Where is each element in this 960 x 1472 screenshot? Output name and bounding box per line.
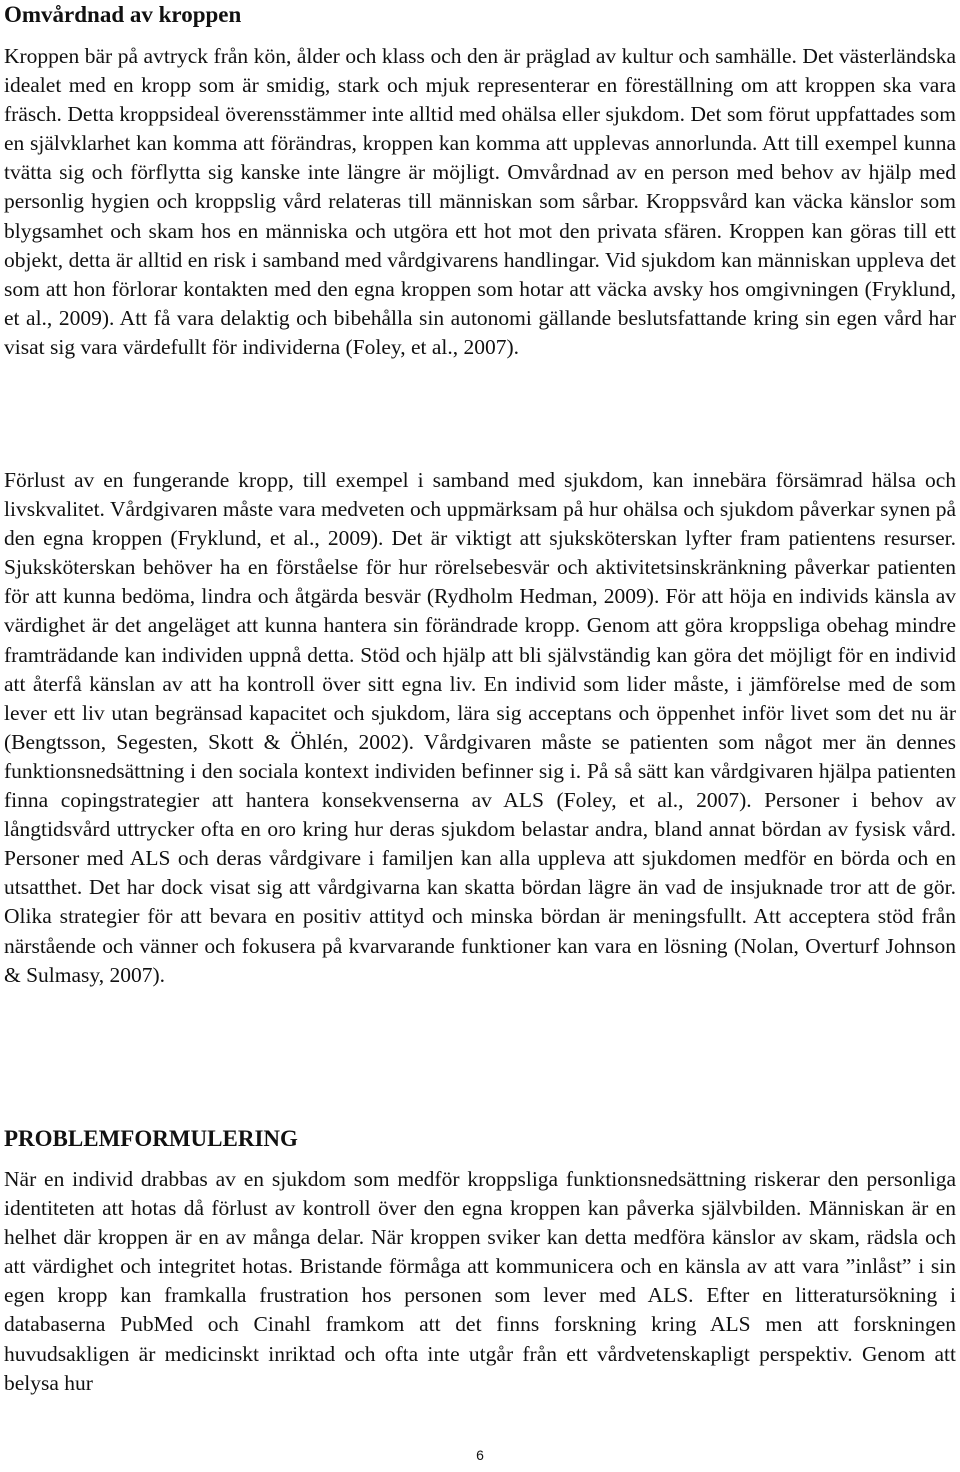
section-heading-problemformulering: PROBLEMFORMULERING <box>4 1126 298 1151</box>
section-heading-omvardnad-av-kroppen: Omvårdnad av kroppen <box>4 2 242 27</box>
paragraph-problemformulering: När en individ drabbas av en sjukdom som medför kroppsliga funktionsnedsättning riskerar den personliga identiteten att hotas då förlust av kontroll över den egna kroppen kan påverka självbilden. Människan är en helhet där kroppen är en av många delar. När kroppen sviker kan detta medföra känslor av skam, rädsla och att värdighet och integritet hotas. Bristande förmåga att kommunicera och en känsla av att vara ”inlåst” i sin egen kropp kan framkalla frustration hos personen som lever med ALS. Efter en litteratursökning i databaserna PubMed och Cinahl framkom att det finns forskning kring ALS men att forskningen huvudsakligen är medicinskt inriktad och ofta inte utgår från ett vårdvetenskapligt perspektiv. Genom att belysa hur <box>4 1167 956 1395</box>
page-number: 6 <box>476 1447 484 1463</box>
paragraph-kroppen-avtryck: Kroppen bär på avtryck från kön, ålder och klass och den är präglad av kultur och samhälle. Det västerländska idealet med en kropp som är smidig, stark och mjuk representerar en föreställning om att kroppen ska vara fräsch. Detta kroppsideal överensstämmer inte alltid med ohälsa eller sjukdom. Det som förut uppfattades som en självklarhet kan komma att förändras, kroppen kan komma att upplevas annorlunda. Att till exempel kunna tvätta sig och förflytta sig kanske inte längre är möjligt. Omvårdnad av en person med behov av hjälp med personlig hygien och kroppslig vård relateras till människan som sårbar. Kroppsvård kan väcka känslor som blygsamhet och skam hos en människa och utgöra ett hot mot den privata sfären. Kroppen kan göras till ett objekt, detta är alltid en risk i samband med vårdgivarens handlingar. Vid sjukdom kan människan uppleva det som att hon förlorar kontakten med den egna kroppen som hotar att väcka avsky hos omgivningen (Fryklund, et al., 2009). Att få vara delaktig och bibehålla sin autonomi gällande beslutsfattande kring sin egen vård har visat sig vara värdefullt för individerna (Foley, et al., 2007). <box>4 44 956 359</box>
paragraph-forlust-av-kropp: Förlust av en fungerande kropp, till exempel i samband med sjukdom, kan innebära försämrad hälsa och livskvalitet. Vårdgivaren måste vara medveten och uppmärksam på hur ohälsa och sjukdom påverkar synen på den egna kroppen (Fryklund, et al., 2009). Det är viktigt att sjuksköterskan lyfter fram patientens resurser. Sjuksköterskan behöver ha en förståelse för hur rörelsebesvär och aktivitetsinskränkning påverkar patienten för att kunna bedöma, lindra och åtgärda besvär (Rydholm Hedman, 2009). För att höja en individs känsla av värdighet är det angeläget att kunna hantera sin förändrade kropp. Genom att göra kroppsliga obehag mindre framträdande kan individen uppnå detta. Stöd och hjälp att bli självständig kan göra det möjligt för en individ att återfå känslan av att ha kontroll över sitt egna liv. En individ som lider måste, i jämförelse med de som lever ett liv utan begränsad kapacitet och sjukdom, lära sig acceptans och öppenhet inför livet som det nu är (Bengtsson, Segesten, Skott & Öhlén, 2002). Vårdgivaren måste se patienten som något mer än dennes funktionsnedsättning i den sociala kontext individen befinner sig i. På så sätt kan vårdgivaren hjälpa patienten finna copingstrategier att hantera konsekvenserna av ALS (Foley, et al., 2007). Personer i behov av långtidsvård uttrycker ofta en oro kring hur deras sjukdom belastar andra, bland annat bördan av fysisk vård. Personer med ALS och deras vårdgivare i familjen kan alla uppleva att sjukdomen medför en börda och en utsatthet. Det har dock visat sig att vårdgivarna kan skatta bördan lägre än vad de insjuknade tror att de gör. Olika strategier för att bevara en positiv attityd och minska bördan är meningsfullt. Att acceptera stöd från närstående och vänner och fokusera på kvarvarande funktioner kan vara en lösning (Nolan, Overturf Johnson & Sulmasy, 2007). <box>4 468 956 987</box>
